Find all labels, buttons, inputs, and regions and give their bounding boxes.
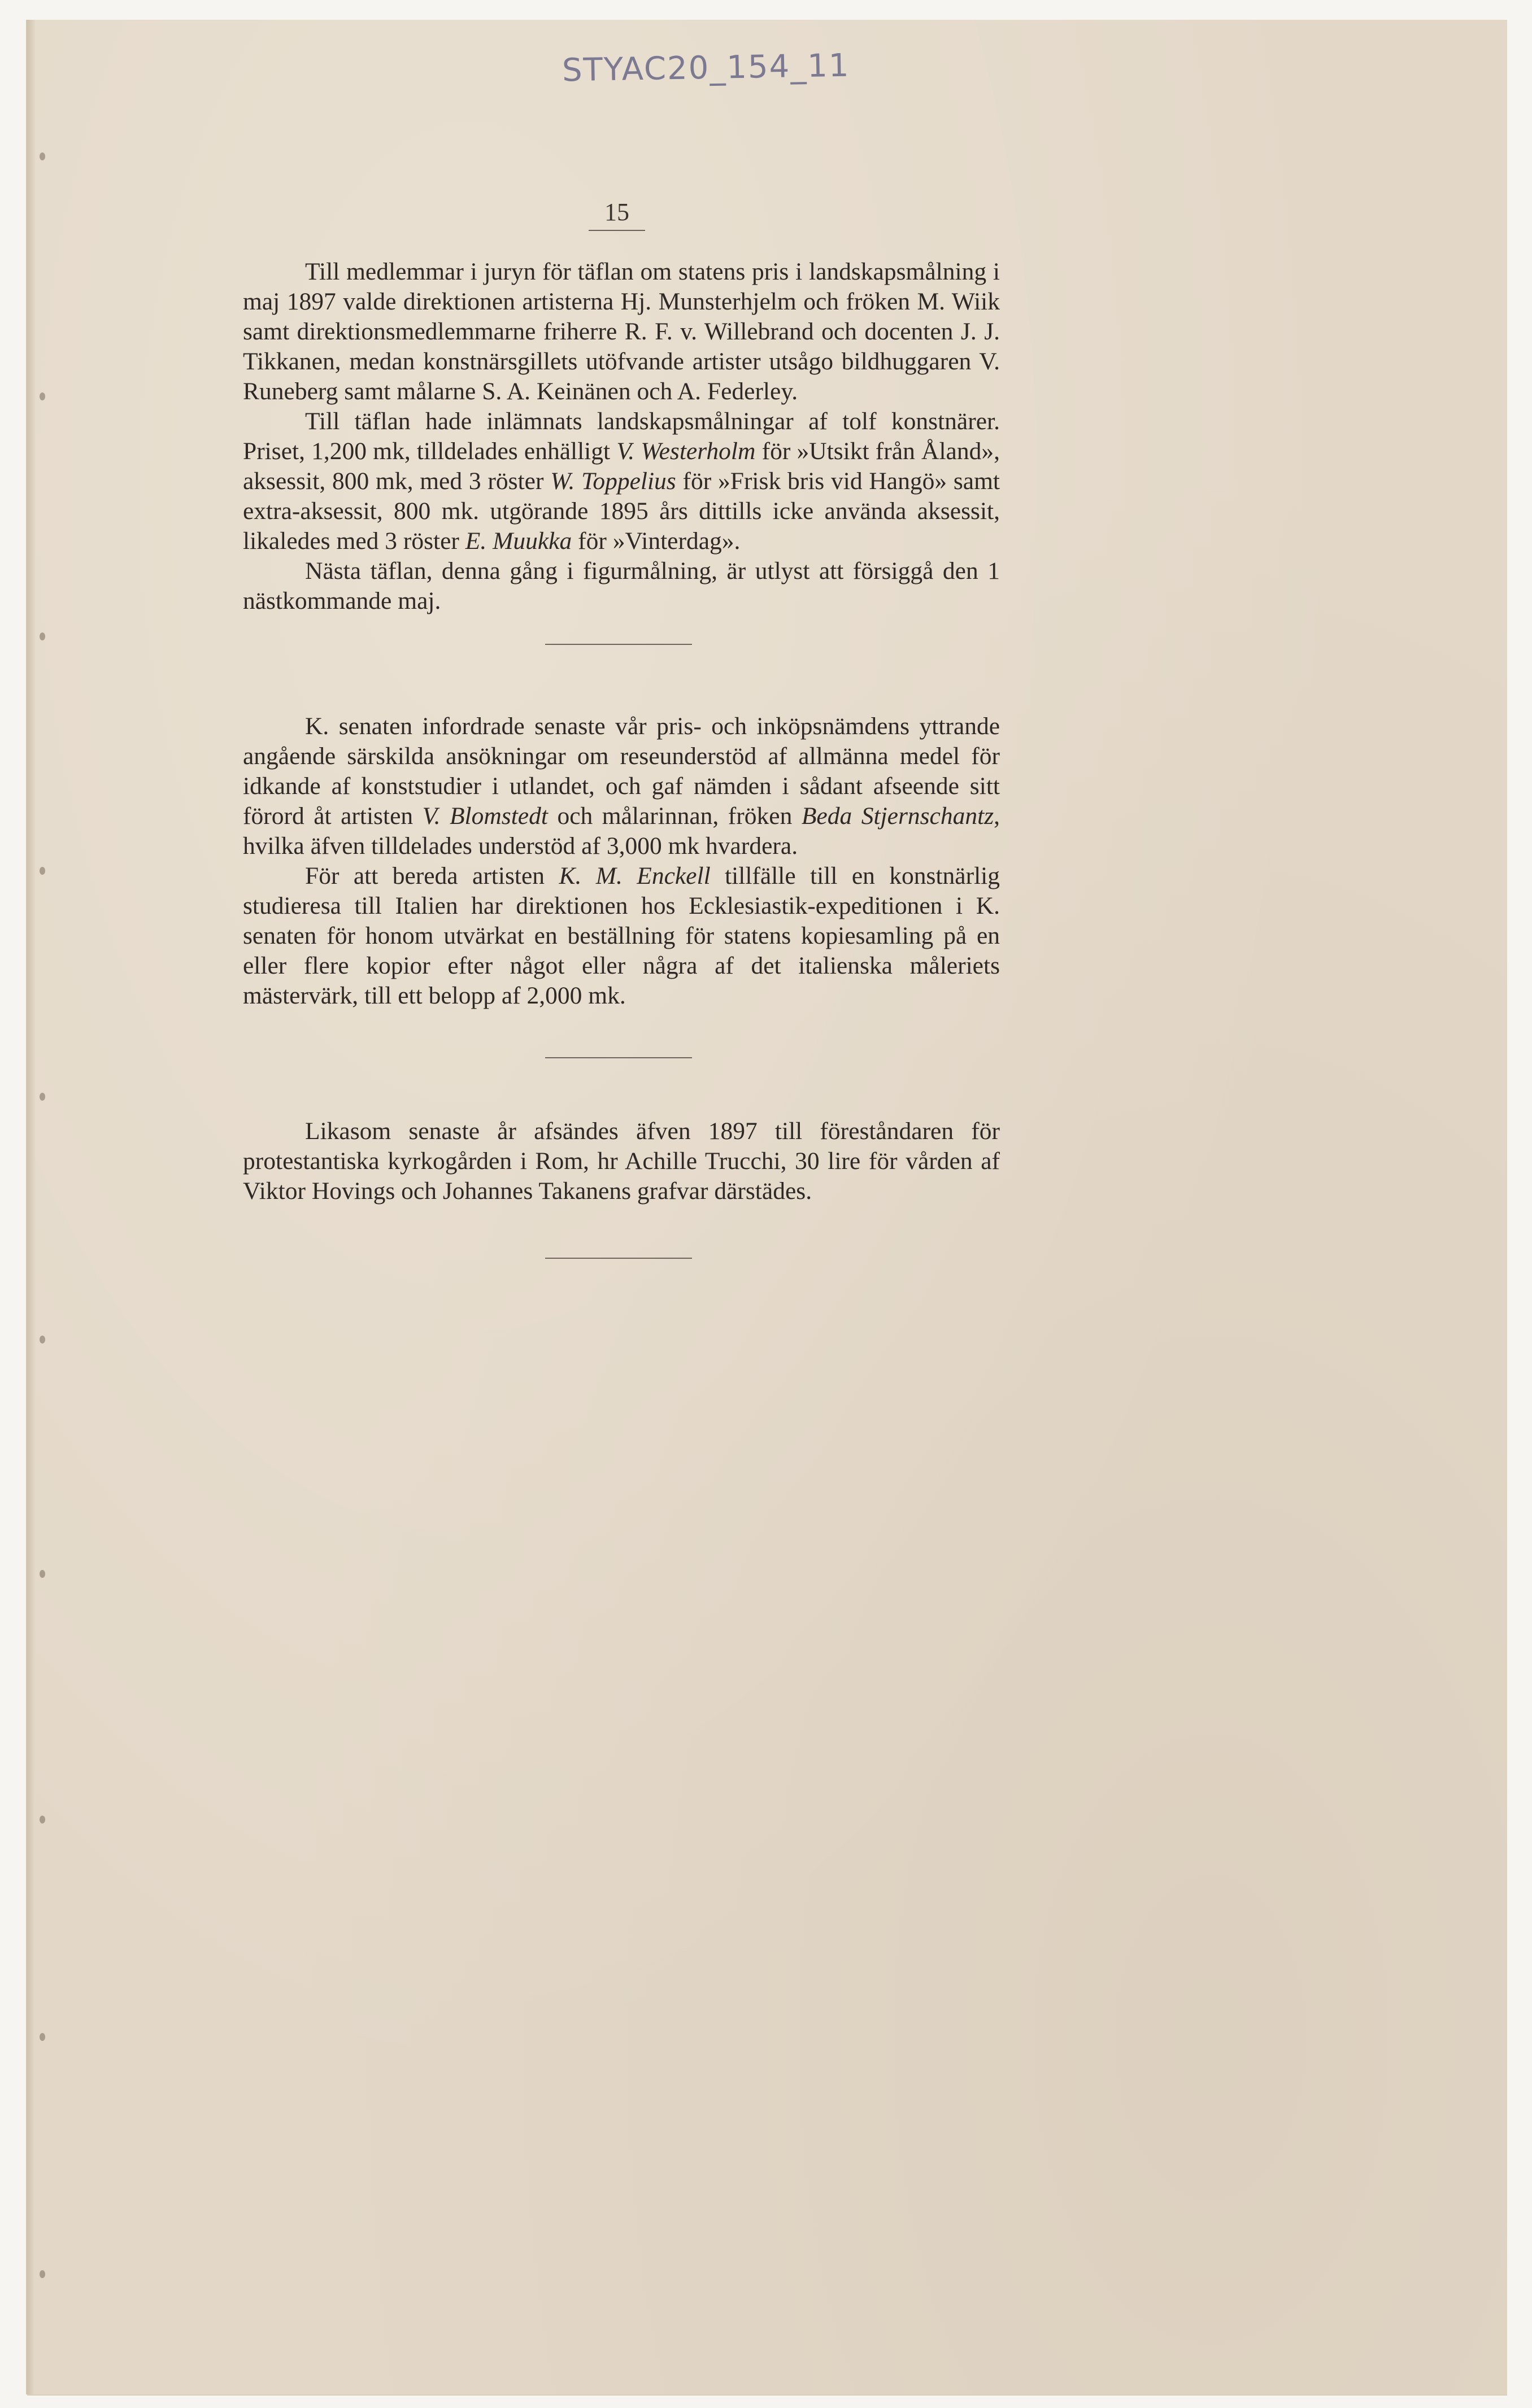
binding-hole [40, 392, 45, 400]
page-number: 15 [589, 198, 645, 231]
artist-name: K. M. Enckell [559, 862, 711, 889]
artist-name: W. Toppelius [550, 468, 676, 495]
artist-name: V. Westerholm [616, 438, 756, 465]
binding-hole [40, 1336, 45, 1343]
binding-hole [40, 152, 45, 160]
paragraph: Till medlemmar i juryn för täflan om statens pris i landskapsmålning i maj 1897 valde direktionen artisterna Hj. Munsterhjelm och fröken M. Wiik samt direktionsmedlemmarne friherre R. F. v. Willebrand och docenten J. J. Tikkanen, medan konstnärsgillets utöfvande artister utsågo bildhuggaren V. Runeberg samt målarne S. A. Keinänen och A. Federley. [243, 258, 1000, 405]
section-jury-competition [243, 257, 1000, 616]
binding-edge [27, 20, 35, 2394]
binding-hole [40, 1816, 45, 1824]
archive-reference: STYAC20_154_11 [562, 47, 850, 89]
paragraph: Till täflan hade inlämnats landskapsmålningar af tolf konstnärer. Priset, 1,200 mk, tilldelades enhälligt V. Westerholm för »Utsikt från Åland», aksessit, 800 mk, med 3 röster W. Toppelius för »Frisk bris vid Hangö» samt extra-aksessit, 800 mk. utgörande 1895 års dittills icke använda aksessit, likaledes med 3 röster E. Muukka för »Vinterdag». [243, 408, 1000, 555]
artist-name: Beda Stjernschantz [801, 802, 994, 830]
binding-hole [40, 1570, 45, 1578]
section-divider [545, 644, 692, 645]
binding-hole [40, 2033, 45, 2041]
section-divider [545, 1258, 692, 1259]
binding-hole [40, 2270, 45, 2278]
binding-hole [40, 632, 45, 640]
paragraph: K. senaten infordrade senaste vår pris- och inköpsnämdens yttrande angående särskilda ansökningar om reseunderstöd af allmänna medel för idkande af konststudier i utlandet, och gaf nämden i sådant afseende sitt förord åt artisten V. Blomstedt och målarinnan, fröken Beda Stjernschantz, hvilka äfven tilldelades understöd af 3,000 mk hvardera. [243, 713, 1000, 860]
binding-hole [40, 867, 45, 875]
section-divider [545, 1057, 692, 1058]
binding-hole [40, 1093, 45, 1101]
artist-name: V. Blomstedt [422, 802, 548, 830]
paragraph: För att bereda artisten K. M. Enckell tillfälle till en konstnärlig studieresa till Italien har direktionen hos Ecklesiastik-expeditionen i K. senaten för honom utvärkat en beställning för statens kopiesamling på en eller flere kopior efter något eller några af det italienska måleriets mästervärk, till ett belopp af 2,000 mk. [243, 862, 1000, 1009]
artist-name: E. Muukka [465, 527, 572, 555]
paragraph: Likasom senaste år afsändes äfven 1897 till föreståndaren för protestantiska kyrkogården i Rom, hr Achille Trucchi, 30 lire för vården af Viktor Hovings och Johannes Takanens grafvar därstädes. [243, 1118, 1000, 1205]
paragraph: Nästa täflan, denna gång i figurmålning, är utlyst att försiggå den 1 nästkommande maj. [243, 557, 1000, 614]
section-travel-grants [243, 712, 1000, 1011]
section-rome-cemetery [243, 1116, 1000, 1206]
